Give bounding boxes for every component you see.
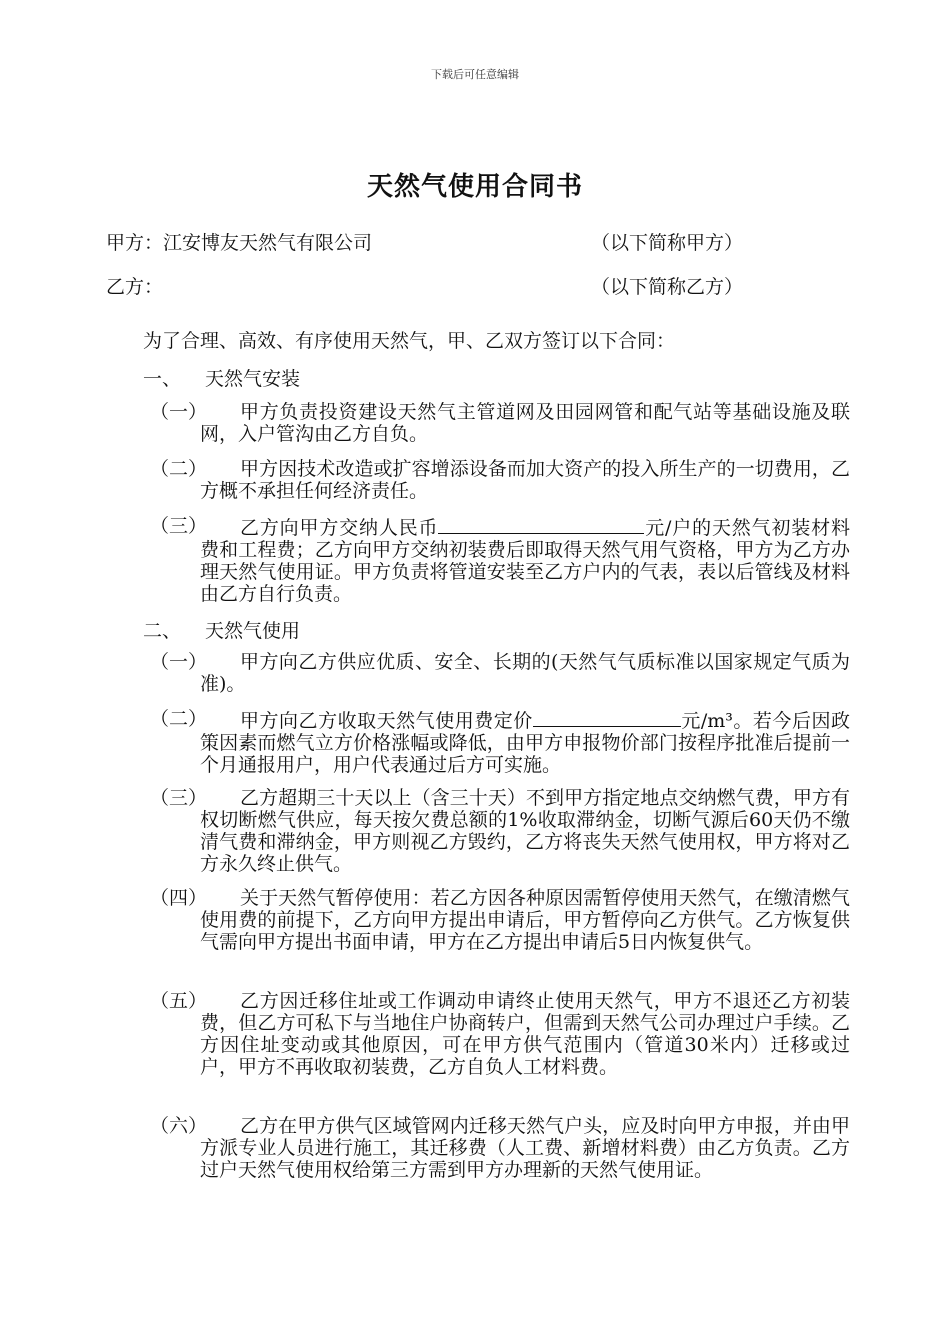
- intro-paragraph: 为了合理、高效、有序使用天然气，甲、乙双方签订以下合同：: [143, 330, 676, 352]
- clause-text: [200, 708, 850, 776]
- amount-blank: [438, 515, 644, 534]
- clause-number: （四）: [150, 887, 208, 909]
- clause-text: 乙方超期三十天以上（含三十天）不到甲方指定地点交纳燃气费，甲方有权切断燃气供应，每天按欠费总额的1%收取滞纳金，切断气源后60天仍不缴清气费和滞纳金，甲方则视乙方毁约，乙方将丧失天然气使用权，甲方将对乙方永久终止供气。: [200, 787, 850, 875]
- clause-number: （六）: [150, 1115, 208, 1137]
- clause: [150, 515, 850, 605]
- clause: [150, 787, 850, 875]
- clause-number: （三）: [150, 515, 208, 537]
- clause-text: 乙方在甲方供气区域管网内迁移天然气户头，应及时向甲方申报，并由甲方派专业人员进行施工，其迁移费（人工费、新增材料费）由乙方负责。乙方过户天然气使用权给第三方需到甲方办理新的天然气使用证。: [200, 1115, 850, 1181]
- clause: [150, 990, 850, 1078]
- section-number: 一、: [143, 368, 182, 390]
- clause: [150, 401, 850, 445]
- clause-number: （三）: [150, 787, 208, 809]
- section-title: 天然气安装: [205, 368, 301, 390]
- section-number: 二、: [143, 620, 182, 642]
- price-blank: [533, 708, 681, 727]
- clause-text-before: 甲方向乙方收取天然气使用费定价: [240, 710, 533, 732]
- clause-number: （五）: [150, 990, 208, 1012]
- party-b-abbr: （以下简称乙方）: [591, 276, 744, 298]
- clause-text: 乙方因迁移住址或工作调动申请终止使用天然气，甲方不退还乙方初装费，但乙方可私下与当地住户协商转户，但需到天然气公司办理过户手续。乙方因住址变动或其他原因，可在甲方供气范围内（管道30米内）迁移或过户，甲方不再收取初装费，乙方自负人工材料费。: [200, 990, 850, 1078]
- party-b-line: [106, 272, 766, 300]
- clause-text: 甲方向乙方供应优质、安全、长期的(天然气气质标准以国家规定气质为准)。: [200, 651, 850, 695]
- clause-text: [200, 515, 850, 605]
- clause-text-after: 元/户的天然气初装材料费和工程费；乙方向甲方交纳初装费后即取得天然气用气资格，甲方为乙方办理天然气使用证。甲方负责将管道安装至乙方户内的气表，表以后管线及材料由乙方自行负责。: [200, 517, 850, 605]
- clause: [150, 651, 850, 695]
- section-title: 天然气使用: [205, 620, 301, 642]
- clause-text: 甲方因技术改造或扩容增添设备而加大资产的投入所生产的一切费用，乙方概不承担任何经济责任。: [200, 458, 850, 502]
- clause-number: （二）: [150, 458, 208, 480]
- section-heading: [143, 616, 300, 643]
- clause-text-before: 乙方向甲方交纳人民币: [240, 517, 439, 539]
- clause: [150, 1115, 850, 1181]
- header-note: 下载后可任意编辑: [431, 68, 519, 81]
- clause-number: （一）: [150, 401, 208, 423]
- clause-number: （二）: [150, 708, 208, 730]
- clause: [150, 458, 850, 502]
- clause-text: 关于天然气暂停使用：若乙方因各种原因需暂停使用天然气，在缴清燃气使用费的前提下，乙方向甲方提出申请后，甲方暂停向乙方供气。乙方恢复供气需向甲方提出书面申请，甲方在乙方提出申请后5日内恢复供气。: [200, 887, 850, 953]
- section-heading: [143, 364, 300, 391]
- clause-text: 甲方负责投资建设天然气主管道网及田园网管和配气站等基础设施及联网，入户管沟由乙方自负。: [200, 401, 850, 445]
- clause-number: （一）: [150, 651, 208, 673]
- clause-text-after: 元/m³。若今后因政策因素而燃气立方价格涨幅或降低，由甲方申报物价部门按程序批准后提前一个月通报用户，用户代表通过后方可实施。: [200, 710, 850, 776]
- clause: [150, 887, 850, 953]
- party-a-line: [106, 228, 766, 256]
- party-b-label: 乙方：: [106, 276, 164, 298]
- document-title: 天然气使用合同书: [366, 172, 583, 202]
- party-a-label: 甲方：江安博友天然气有限公司: [106, 232, 373, 254]
- party-a-abbr: （以下简称甲方）: [591, 232, 744, 254]
- clause: [150, 708, 850, 776]
